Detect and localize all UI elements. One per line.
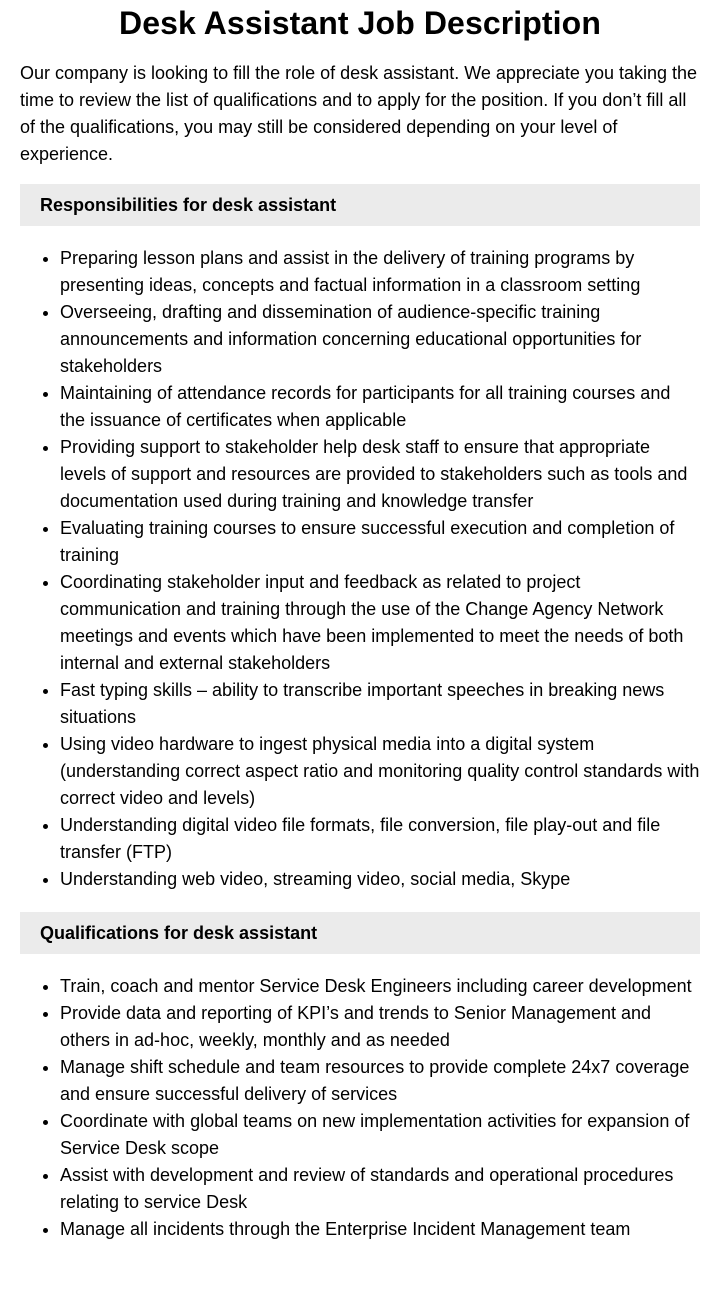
qualifications-list (20, 973, 700, 1243)
intro-paragraph: Our company is looking to fill the role of desk assistant. We appreciate you taking the time to review the list of qualifications and to apply for the position. If you don’t fill all of the qualifications, you may still be considered depending on your level of experience. (20, 63, 698, 164)
qualifications-heading: Qualifications for desk assistant (20, 912, 700, 954)
list-item: • Coordinate with global teams on new implementation activities for expansion of Service Desk scope (60, 1108, 700, 1162)
list-item: • Fast typing skills – ability to transcribe important speeches in breaking news situations (60, 677, 700, 731)
list-item: • Train, coach and mentor Service Desk Engineers including career development (60, 973, 700, 1000)
list-item: • Coordinating stakeholder input and feedback as related to project communication and training through the use of the Change Agency Network meetings and events which have been implemented to meet the needs of both internal and external stakeholders (60, 569, 700, 677)
list-item: • Understanding digital video file formats, file conversion, file play-out and file transfer (FTP) (60, 812, 700, 866)
section-spacer (20, 893, 700, 896)
list-item: • Manage shift schedule and team resources to provide complete 24x7 coverage and ensure successful delivery of services (60, 1054, 700, 1108)
responsibilities-list (20, 245, 700, 893)
list-item: • Providing support to stakeholder help desk staff to ensure that appropriate levels of support and resources are provided to stakeholders such as tools and documentation used during training and knowledge transfer (60, 434, 700, 515)
list-item: • Understanding web video, streaming video, social media, Skype (60, 866, 700, 893)
list-item: • Overseeing, drafting and dissemination of audience-specific training announcements and information concerning educational opportunities for stakeholders (60, 299, 700, 380)
list-item: • Assist with development and review of standards and operational procedures relating to service Desk (60, 1162, 700, 1216)
list-item: • Evaluating training courses to ensure successful execution and completion of training (60, 515, 700, 569)
page-title: Desk Assistant Job Description (119, 5, 601, 41)
responsibilities-heading: Responsibilities for desk assistant (20, 184, 700, 226)
list-item: • Using video hardware to ingest physical media into a digital system (understanding correct aspect ratio and monitoring quality control standards with correct video and levels) (60, 731, 700, 812)
list-item: • Manage all incidents through the Enterprise Incident Management team (60, 1216, 700, 1243)
list-item: • Provide data and reporting of KPI’s and trends to Senior Management and others in ad-hoc, weekly, monthly and as needed (60, 1000, 700, 1054)
list-item: • Preparing lesson plans and assist in the delivery of training programs by presenting ideas, concepts and factual information in a classroom setting (60, 245, 700, 299)
list-item: • Maintaining of attendance records for participants for all training courses and the issuance of certificates when applicable (60, 380, 700, 434)
